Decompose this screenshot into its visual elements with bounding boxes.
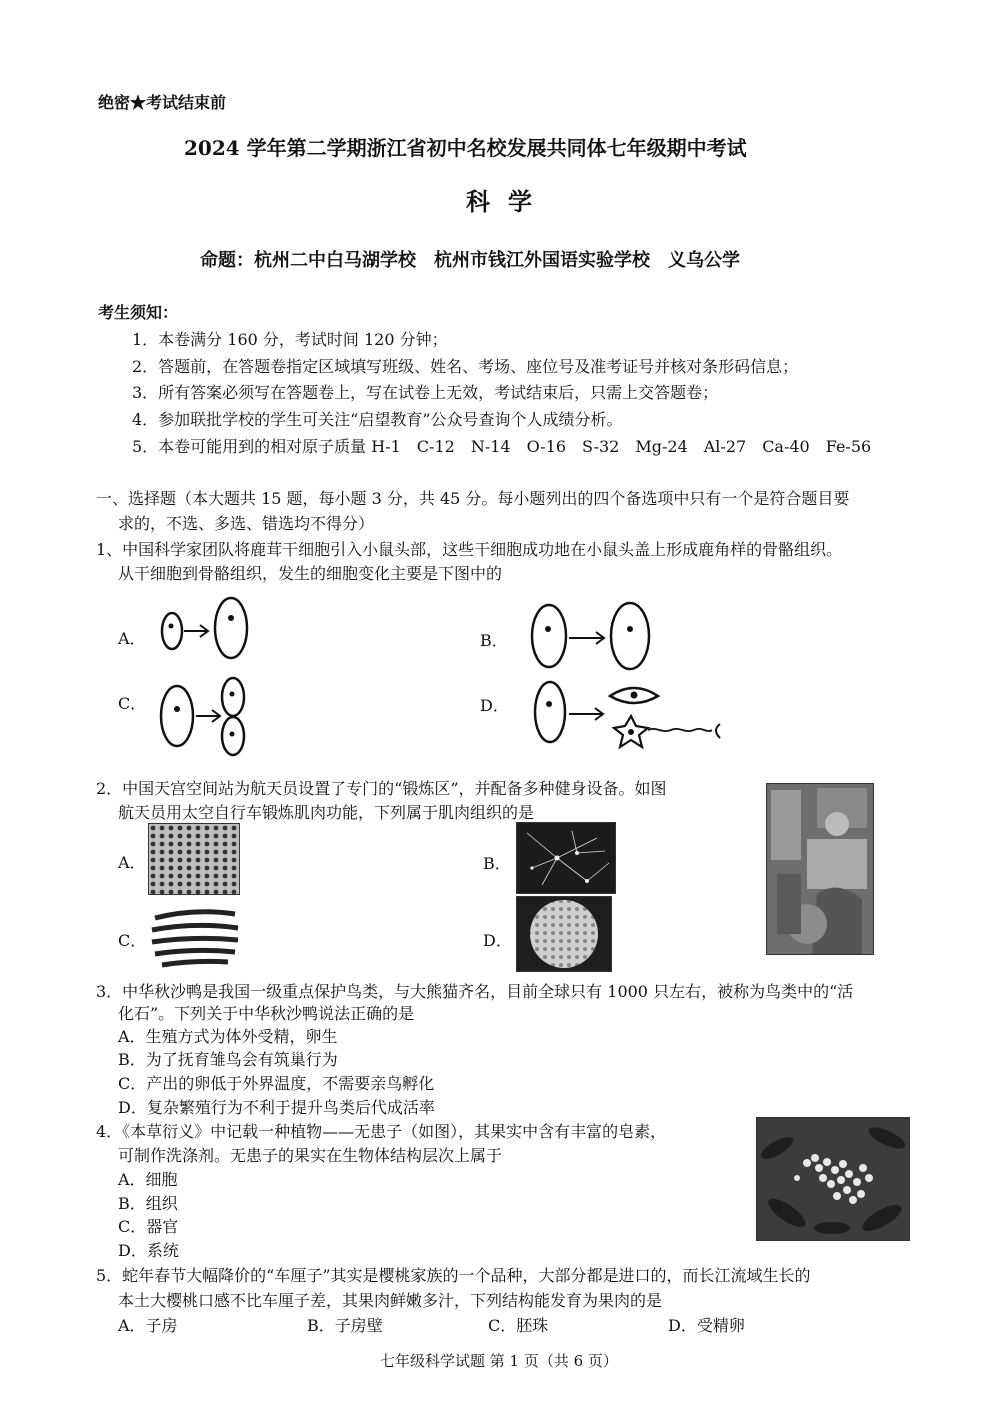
notice-item: 5．本卷可能用到的相对原子质量 H-1 C-12 N-14 O-16 S-32 Mg-24 Al-27 Ca-40 Fe-56 bbox=[132, 437, 872, 456]
page-footer: 七年级科学试题 第 1 页（共 6 页） bbox=[380, 1352, 618, 1370]
authors-line: 命题：杭州二中白马湖学校 杭州市钱江外国语实验学校 义乌公学 bbox=[200, 250, 740, 271]
q2-a-texture bbox=[149, 824, 239, 894]
secret-label: 绝密★考试结束前 bbox=[98, 93, 227, 112]
q2-option-d-micrograph bbox=[516, 896, 612, 972]
q1-option-d-label: D． bbox=[480, 696, 509, 715]
q2-b-texture bbox=[517, 823, 615, 893]
q1-stem-cont: 从干细胞到骨骼组织，发生的细胞变化主要是下图中的 bbox=[118, 564, 503, 583]
q2-stem-cont: 航天员用太空自行车锻炼肌肉功能，下列属于肌肉组织的是 bbox=[118, 803, 535, 822]
q3-option-d: D．复杂繁殖行为不利于提升鸟类后代成活率 bbox=[118, 1098, 435, 1117]
notice-item: 1．本卷满分 160 分，考试时间 120 分钟； bbox=[132, 330, 448, 349]
q4-option-b: B．组织 bbox=[118, 1194, 178, 1213]
q2-option-b-label: B． bbox=[483, 854, 511, 873]
section-heading: 一、选择题（本大题共 15 题，每小题 3 分，共 45 分。每小题列出的四个备选项中只有一个是符合题目要 bbox=[96, 489, 850, 508]
astronaut-cycling-photo bbox=[766, 783, 874, 955]
q3-stem-cont: 化石”。下列关于中华秋沙鸭说法正确的是 bbox=[118, 1004, 415, 1023]
q5-option-b: B．子房壁 bbox=[307, 1316, 383, 1335]
q5-stem: 5．蛇年春节大幅降价的“车厘子”其实是樱桃家族的一个品种，大部分都是进口的，而长江流域生长的 bbox=[96, 1266, 811, 1285]
q2-stem: 2．中国天宫空间站为航天员设置了专门的“锻炼区”，并配备多种健身设备。如图 bbox=[96, 779, 667, 798]
q4-stem-cont: 可制作洗涤剂。无患子的果实在生物体结构层次上属于 bbox=[118, 1146, 503, 1165]
q1-option-a-diagram bbox=[155, 596, 255, 666]
q1-option-d-diagram bbox=[532, 676, 727, 761]
q3-option-c: C．产出的卵低于外界温度，不需要亲鸟孵化 bbox=[118, 1074, 435, 1093]
astronaut-photo-graphic bbox=[767, 784, 873, 954]
q1-option-b-diagram bbox=[527, 602, 657, 674]
q2-option-a-micrograph bbox=[148, 823, 240, 895]
q4-stem: 4．《本草衍义》中记载一种植物——无患子（如图），其果实中含有丰富的皂素， bbox=[96, 1122, 667, 1141]
notice-item: 3．所有答案必须写在答题卷上，写在试卷上无效，考试结束后，只需上交答题卷； bbox=[132, 383, 719, 402]
q2-option-a-label: A． bbox=[118, 853, 146, 872]
q2-option-b-micrograph bbox=[516, 822, 616, 894]
q1-option-c-label: C． bbox=[118, 694, 147, 713]
soapberry-plant-photo bbox=[756, 1117, 910, 1241]
q3-option-b: B．为了抚育雏鸟会有筑巢行为 bbox=[118, 1050, 338, 1069]
q4-option-d: D．系统 bbox=[118, 1241, 179, 1260]
q5-option-d: D．受精卵 bbox=[668, 1316, 745, 1335]
notice-item: 2．答题前，在答题卷指定区域填写班级、姓名、考场、座位号及准考证号并核对条形码信息； bbox=[132, 357, 799, 376]
q2-option-c-micrograph bbox=[150, 900, 240, 972]
section-heading-cont: 求的，不选、多选、错选均不得分） bbox=[118, 514, 375, 533]
q5-option-c: C．胚珠 bbox=[488, 1316, 549, 1335]
soapberry-photo-graphic bbox=[757, 1118, 909, 1240]
q5-option-a: A．子房 bbox=[118, 1316, 178, 1335]
notice-heading: 考生须知： bbox=[98, 303, 179, 322]
q1-option-b-label: B． bbox=[480, 631, 508, 650]
q1-stem: 1、中国科学家团队将鹿茸干细胞引入小鼠头部，这些干细胞成功地在小鼠头盖上形成鹿角样的骨骼组织。 bbox=[96, 540, 843, 559]
q3-stem: 3．中华秋沙鸭是我国一级重点保护鸟类，与大熊猫齐名，目前全球只有 1000 只左右，被称为鸟类中的“活 bbox=[96, 982, 854, 1001]
exam-title: 2024 学年第二学期浙江省初中名校发展共同体七年级期中考试 bbox=[184, 136, 747, 160]
subject-title: 科学 bbox=[466, 187, 550, 216]
q4-option-c: C．器官 bbox=[118, 1217, 179, 1236]
q5-stem-cont: 本土大樱桃口感不比车厘子差，其果肉鲜嫩多汁，下列结构能发育为果肉的是 bbox=[118, 1291, 663, 1310]
q2-d-texture bbox=[517, 897, 611, 971]
q2-option-d-label: D． bbox=[483, 931, 512, 950]
q4-option-a: A．细胞 bbox=[118, 1170, 178, 1189]
notice-item: 4．参加联批学校的学生可关注“启望教育”公众号查询个人成绩分析。 bbox=[132, 410, 623, 429]
q3-option-a: A．生殖方式为体外受精，卵生 bbox=[118, 1027, 338, 1046]
q1-option-c-diagram bbox=[157, 676, 257, 758]
q2-option-c-label: C． bbox=[118, 931, 147, 950]
q1-option-a-label: A． bbox=[118, 629, 146, 648]
